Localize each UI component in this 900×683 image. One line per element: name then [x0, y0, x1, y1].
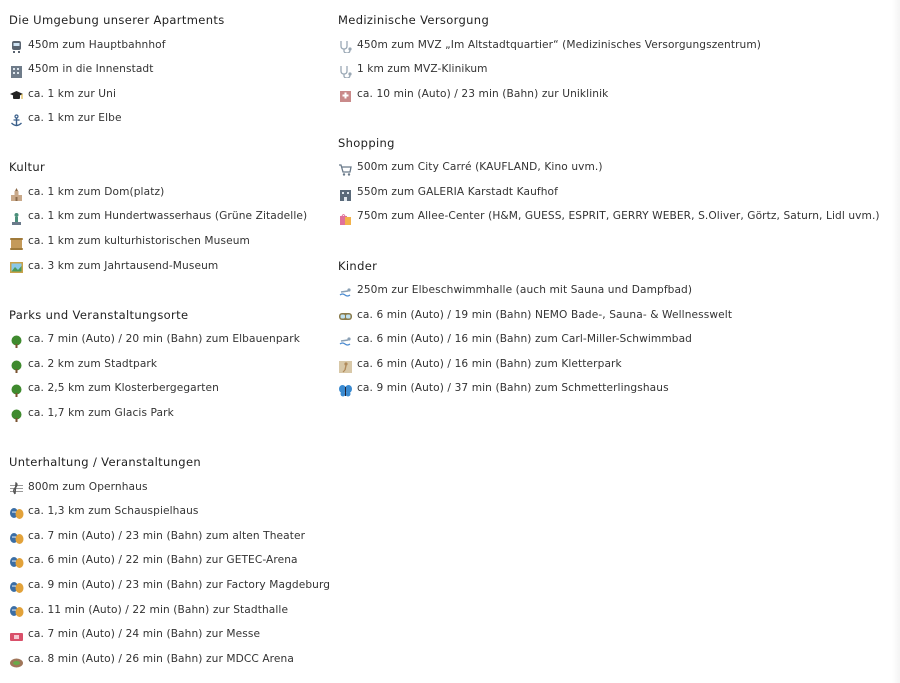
list-item [9, 204, 334, 229]
list-item-text: ca. 7 min (Auto) / 24 min (Bahn) zur Messe [28, 628, 261, 641]
right-column [338, 8, 898, 401]
list-item [9, 376, 334, 401]
section [9, 450, 334, 671]
section-heading: Medizinische Versorgung [338, 13, 490, 27]
theater-masks-icon [9, 530, 24, 543]
list-item [9, 106, 334, 131]
department-store-icon [338, 186, 353, 199]
section [9, 303, 334, 426]
list-item-text: ca. 1 km zum kulturhistorischen Museum [28, 235, 250, 248]
list-item-text: 750m zum Allee-Center (H&M, GUESS, ESPRIT, GERRY WEBER, S.Oliver, Görtz, Saturn, Lidl uvm.) [357, 210, 880, 223]
section-spacer [338, 229, 898, 254]
list-item [9, 647, 334, 672]
list-item-text: ca. 2 km zum Stadtpark [28, 357, 158, 370]
framed-picture-icon [9, 259, 24, 272]
list-item [9, 401, 334, 426]
section-heading: Kinder [338, 258, 378, 273]
list-item [338, 33, 898, 58]
list-item [338, 180, 898, 205]
list-item-text: ca. 1 km zur Uni [28, 87, 116, 100]
list-item-text: ca. 7 min (Auto) / 20 min (Bahn) zum Elbauenpark [28, 333, 300, 346]
list-item-text: 450m in die Innenstadt [28, 63, 154, 76]
diving-mask-icon [338, 308, 353, 321]
list-item [338, 352, 898, 377]
list-item [338, 303, 898, 328]
tree-icon [9, 382, 24, 395]
list-item-text: ca. 9 min (Auto) / 37 min (Bahn) zum Schmetterlingshaus [357, 382, 669, 395]
swimmer-icon [338, 284, 353, 297]
list-item [9, 254, 334, 279]
treble-clef-icon [9, 480, 24, 493]
list-item [338, 327, 898, 352]
section-heading: Shopping [338, 135, 395, 150]
list-item-text: 500m zum City Carré (KAUFLAND, Kino uvm.) [357, 161, 603, 174]
statue-icon [9, 210, 24, 223]
list-item [338, 155, 898, 180]
list-item-text: ca. 8 min (Auto) / 26 min (Bahn) zur MDCC Arena [28, 652, 294, 665]
butterfly-icon [338, 382, 353, 395]
list-item-text: ca. 11 min (Auto) / 22 min (Bahn) zur Stadthalle [28, 603, 289, 616]
list-item [9, 57, 334, 82]
list-item [9, 475, 334, 500]
section-heading: Parks und Veranstaltungsorte [9, 307, 189, 322]
list-item [338, 376, 898, 401]
list-item [9, 499, 334, 524]
list-item-text: ca. 6 min (Auto) / 22 min (Bahn) zur GETEC-Arena [28, 554, 298, 567]
stadium-icon [9, 653, 24, 666]
list-item-text: ca. 2,5 km zum Klosterbergegarten [28, 382, 219, 395]
hospital-icon [338, 87, 353, 100]
section [338, 8, 898, 106]
section-spacer [9, 426, 334, 451]
section-heading: Die Umgebung unserer Apartments [9, 13, 225, 27]
list-item-text: ca. 3 km zum Jahrtausend-Museum [28, 259, 219, 272]
left-column [9, 8, 334, 671]
section [9, 8, 334, 131]
scroll-icon [9, 235, 24, 248]
list-item-text: ca. 1 km zur Elbe [28, 112, 122, 125]
list-item-text: 1 km zum MVZ-Klinikum [357, 63, 488, 76]
theater-masks-icon [9, 554, 24, 567]
list-item [9, 524, 334, 549]
theater-masks-icon [9, 579, 24, 592]
list-item [9, 229, 334, 254]
list-item-text: ca. 6 min (Auto) / 16 min (Bahn) zum Carl-Miller-Schwimmbad [357, 333, 692, 346]
tree-icon [9, 358, 24, 371]
office-building-icon [9, 63, 24, 76]
climber-icon [338, 358, 353, 371]
list-item [338, 278, 898, 303]
list-item [338, 57, 898, 82]
list-item-text: ca. 6 min (Auto) / 19 min (Bahn) NEMO Bade-, Sauna- & Wellnesswelt [357, 308, 733, 321]
section-heading: Unterhaltung / Veranstaltungen [9, 455, 202, 470]
theater-masks-icon [9, 603, 24, 616]
list-item [338, 82, 898, 107]
list-item-text: ca. 1,7 km zum Glacis Park [28, 407, 174, 420]
section-spacer [9, 278, 334, 303]
list-item-text: 450m zum MVZ „Im Altstadtquartier“ (Medizinisches Versorgungszentrum) [357, 38, 761, 51]
section-spacer [338, 106, 898, 131]
list-item-text: ca. 10 min (Auto) / 23 min (Bahn) zur Uniklinik [357, 87, 609, 100]
list-item [9, 598, 334, 623]
list-item-text: ca. 1 km zum Hundertwasserhaus (Grüne Zitadelle) [28, 210, 308, 223]
list-item-text: ca. 7 min (Auto) / 23 min (Bahn) zum alten Theater [28, 529, 306, 542]
page-edge-shadow [892, 0, 900, 683]
stethoscope-icon [338, 63, 353, 76]
list-item [338, 204, 898, 229]
list-item-text: ca. 1,3 km zum Schauspielhaus [28, 505, 199, 518]
train-icon [9, 38, 24, 51]
section [9, 155, 334, 278]
list-item-text: ca. 1 km zum Dom(platz) [28, 185, 165, 198]
list-item-text: 250m zur Elbeschwimmhalle (auch mit Sauna und Dampfbad) [357, 284, 693, 297]
list-item [9, 82, 334, 107]
list-item-text: 550m zum GALERIA Karstadt Kaufhof [357, 185, 558, 198]
theater-masks-icon [9, 505, 24, 518]
shopping-cart-icon [338, 161, 353, 174]
list-item [9, 327, 334, 352]
list-item-text: 450m zum Hauptbahnhof [28, 38, 166, 51]
list-item [9, 352, 334, 377]
stethoscope-icon [338, 38, 353, 51]
tree-icon [9, 407, 24, 420]
list-item [9, 573, 334, 598]
list-item-text: ca. 6 min (Auto) / 16 min (Bahn) zum Kletterpark [357, 357, 622, 370]
list-item-text: ca. 9 min (Auto) / 23 min (Bahn) zur Factory Magdeburg [28, 579, 331, 591]
church-icon [9, 186, 24, 199]
list-item [9, 180, 334, 205]
swimmer-icon [338, 333, 353, 346]
tree-icon [9, 333, 24, 346]
ticket-icon [9, 628, 24, 641]
list-item [9, 622, 334, 647]
list-item [9, 33, 334, 58]
list-item-text: 800m zum Opernhaus [28, 480, 148, 493]
section-spacer [9, 131, 334, 156]
list-item [9, 548, 334, 573]
graduation-cap-icon [9, 87, 24, 100]
section [338, 254, 898, 401]
section-heading: Kultur [9, 160, 46, 175]
shopping-bags-icon [338, 210, 353, 223]
anchor-icon [9, 112, 24, 125]
section [338, 131, 898, 229]
